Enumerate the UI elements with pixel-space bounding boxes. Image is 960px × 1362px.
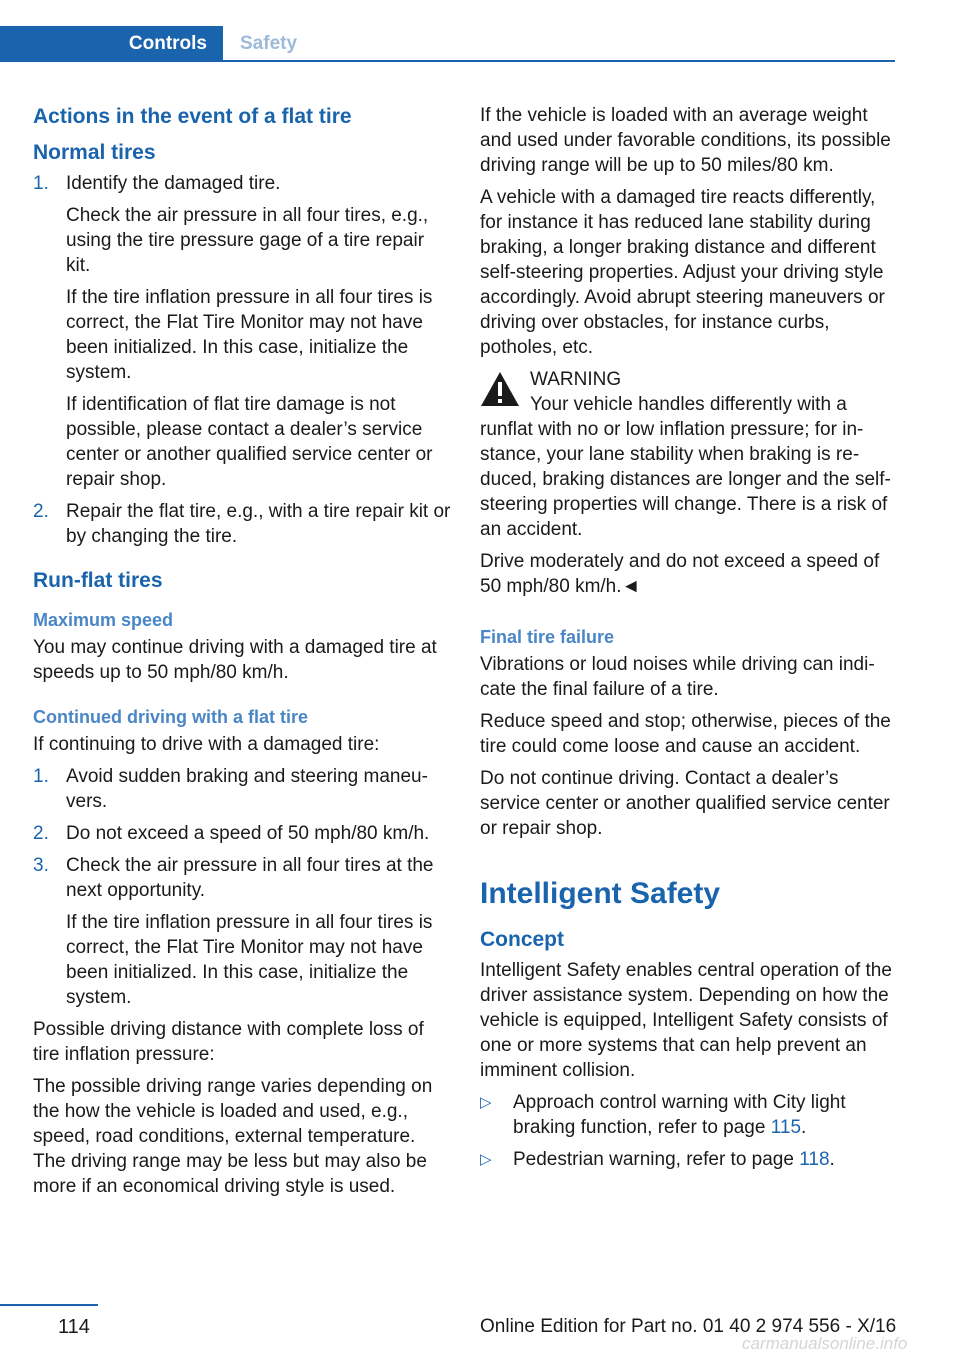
warning-triangle-icon: [480, 371, 520, 407]
step-text: Do not exceed a speed of 50 mph/80 km/h.: [66, 823, 430, 844]
list-item: [480, 1090, 898, 1140]
step-text: Avoid sudden braking and steering maneuvers.: [66, 766, 428, 812]
tab-bar: [0, 26, 895, 62]
tab-safety[interactable]: [240, 26, 297, 62]
page-link[interactable]: 118: [799, 1149, 830, 1170]
warning-box: [480, 367, 898, 542]
warning-title: WARNING: [530, 369, 622, 390]
final-paragraph-1: Vibrations or loud noises while driving can indicate the final failure of a tire.: [480, 654, 875, 700]
distance-paragraph-1: Possible driving distance with complete loss of tire inflation pressure:: [33, 1019, 424, 1065]
list-item: [33, 171, 451, 492]
heading-run-flat-tires: Run-flat tires: [33, 569, 163, 592]
bullet-text: Pedestrian warning, refer to page: [513, 1149, 800, 1170]
edition-text: Online Edition for Part no. 01 40 2 974 556 - X/16: [480, 1316, 897, 1337]
page-link[interactable]: 115: [770, 1117, 802, 1138]
heading-concept: Concept: [480, 928, 564, 951]
step-text: If the tire inflation pressure in all four tires is correct, the Flat Tire Monitor may not have been initialized. In this case, initialize the system.: [66, 287, 433, 383]
final-paragraph-3: Do not continue driving. Contact a dealer’s service center or another qualified service center or repair shop.: [480, 768, 890, 839]
bullet-end: .: [801, 1117, 807, 1138]
distance-paragraph-2: The possible driving range varies depending on the how the vehicle is loaded and used, e.g., speed, road conditions, external temperature. The driving range may be less but may also be more if an economical driving style is used.: [33, 1076, 433, 1197]
bullet-end: .: [829, 1149, 835, 1170]
step-number: 2.: [33, 501, 49, 522]
step-text: Check the air pressure in all four tires, e.g., using the tire pressure gage of a tire repair kit.: [66, 205, 429, 276]
warning-text: Your vehicle handles differently with a runflat with no or low inflation pressure; for instance, your lane stability when braking is reduced, braking distances are longer and the self-steering properties will change. There is a risk of an accident.: [480, 394, 891, 540]
footer-rule: [0, 1304, 98, 1306]
step-number: 2.: [33, 823, 49, 844]
watermark: carmanualsonline.info: [742, 1334, 908, 1353]
continued-intro: If continuing to drive with a damaged tire:: [33, 734, 380, 755]
step-text: Check the air pressure in all four tires at the next opportunity.: [66, 855, 434, 901]
step-number: 1.: [33, 173, 49, 194]
list-item: [33, 499, 451, 549]
page-number: 114: [58, 1316, 90, 1338]
safety-systems-list: [480, 1090, 898, 1172]
list-item: [480, 1147, 898, 1172]
heading-intelligent-safety: Intelligent Safety: [480, 877, 721, 910]
step-text: Identify the damaged tire.: [66, 173, 281, 194]
triangle-right-icon: ▷: [480, 1151, 492, 1168]
tab-underline: [0, 60, 895, 62]
triangle-right-icon: ▷: [480, 1094, 492, 1111]
heading-continued-driving: Continued driving with a flat tire: [33, 707, 309, 727]
handling-paragraph: A vehicle with a damaged tire reacts differently, for instance it has reduced lane stability during braking, a longer braking distance and different self-steering properties. Adjust your driving style accordingly. Avoid abrupt steering maneuvers or driving over obstacles, for instance curbs, potholes, etc.: [480, 187, 885, 358]
section-title-flat-tire: Actions in the event of a flat tire: [33, 105, 352, 128]
heading-normal-tires: Normal tires: [33, 141, 156, 164]
right-column: [480, 103, 898, 1179]
list-item: [33, 853, 451, 1010]
step-text: If identification of flat tire damage is not possible, please contact a dealer’s service center or another qualified service center or repair shop.: [66, 394, 433, 490]
list-item: [33, 764, 451, 814]
normal-tires-steps: [33, 171, 451, 549]
list-item: [33, 821, 451, 846]
step-text: If the tire inflation pressure in all four tires is correct, the Flat Tire Monitor may not have been initialized. In this case, initialize the system.: [66, 912, 433, 1008]
tab-safety-label: Safety: [240, 33, 298, 54]
concept-text: Intelligent Safety enables central operation of the driver assistance system. Depending on how the vehicle is equipped, Intelligent Safety consists of one or more systems that can help prevent an imminent collision.: [480, 960, 892, 1081]
tab-controls[interactable]: [0, 26, 223, 62]
range-paragraph: If the vehicle is loaded with an average weight and used under favorable conditions, its possible driving range will be up to 50 miles/80 km.: [480, 105, 891, 176]
heading-maximum-speed: Maximum speed: [33, 610, 174, 630]
step-number: 3.: [33, 855, 49, 876]
bullet-text: Approach control warning with City light braking function, refer to page: [513, 1092, 846, 1138]
max-speed-text: You may continue driving with a damaged tire at speeds up to 50 mph/80 km/h.: [33, 637, 437, 683]
step-text: Repair the flat tire, e.g., with a tire repair kit or by changing the tire.: [66, 501, 451, 547]
left-column: [33, 103, 451, 1206]
step-number: 1.: [33, 766, 49, 787]
tab-controls-label: Controls: [128, 33, 207, 54]
final-paragraph-2: Reduce speed and stop; otherwise, pieces of the tire could come loose and cause an accident.: [480, 711, 891, 757]
continued-steps: [33, 764, 451, 1010]
heading-final-tire-failure: Final tire failure: [480, 627, 615, 647]
warning-paragraph-2: Drive moderately and do not exceed a speed of 50 mph/80 km/h.◄: [480, 551, 880, 597]
